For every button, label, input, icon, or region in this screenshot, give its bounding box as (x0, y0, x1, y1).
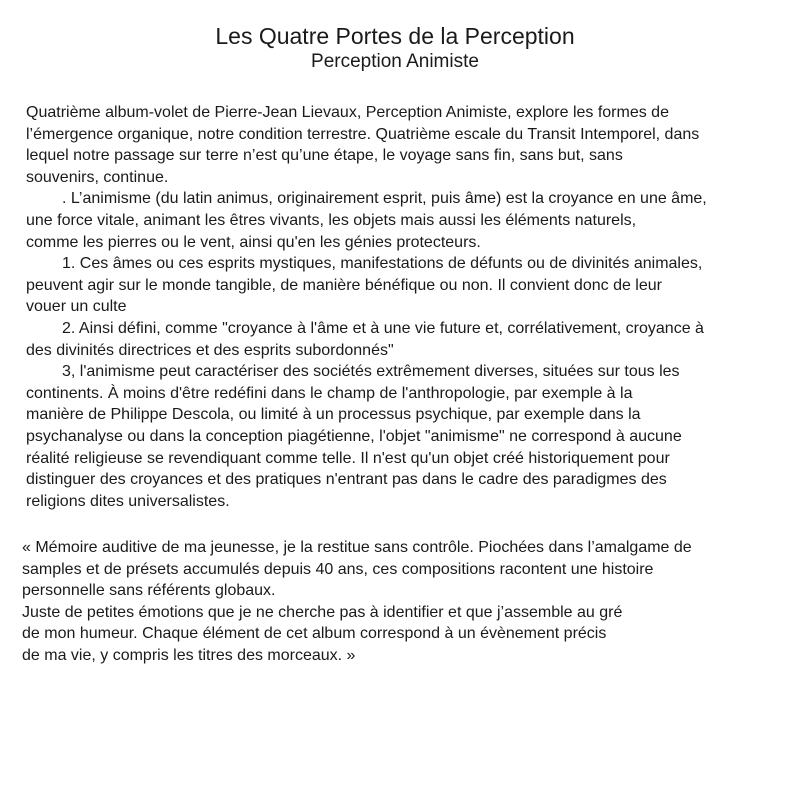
text-line: 1. Ces âmes ou ces esprits mystiques, manifestations de défunts ou de divinités animales, (62, 255, 703, 273)
text-line: religions dites universalistes. (26, 492, 230, 510)
text-line: l’émergence organique, notre condition terrestre. Quatrième escale du Transit Intemporel, dans (26, 125, 700, 143)
text-line: une force vitale, animant les êtres vivants, les objets mais aussi les éléments naturels, (26, 211, 637, 229)
text-line: réalité religieuse se revendiquant comme telle. Il n'est qu'un objet créé historiquement pour (26, 449, 670, 467)
description-text (26, 102, 771, 512)
quote-line: Juste de petites émotions que je ne cherche pas à identifier et que j’assemble au gré (22, 603, 623, 621)
text-line: vouer un culte (26, 298, 127, 316)
text-line: des divinités directrices et des esprits subordonnés" (26, 341, 394, 359)
text-line: psychanalyse ou dans la conception piagétienne, l'objet "animisme" ne correspond à aucune (26, 427, 682, 445)
quote-line: de ma vie, y compris les titres des morceaux. » (22, 646, 356, 664)
text-line: lequel notre passage sur terre n’est qu’une étape, le voyage sans fin, sans but, sans (26, 147, 623, 165)
text-line: manière de Philippe Descola, ou limité à un processus psychique, par exemple dans la (26, 406, 641, 424)
header (0, 22, 790, 74)
text-line: peuvent agir sur le monde tangible, de manière bénéfique ou non. Il convient donc de leur (26, 276, 662, 294)
text-line: souvenirs, continue. (26, 168, 169, 186)
text-line: comme les pierres ou le vent, ainsi qu'en les génies protecteurs. (26, 233, 481, 251)
quote-line: de mon humeur. Chaque élément de cet album correspond à un évènement précis (22, 625, 607, 643)
quote-line: personnelle sans référents globaux. (22, 582, 276, 600)
text-line: . L’animisme (du latin animus, originairement esprit, puis âme) est la croyance en une âme, (62, 190, 707, 208)
artist-quote (22, 537, 772, 667)
text-line: 2. Ainsi défini, comme "croyance à l'âme et à une vie future et, corrélativement, croyance à (62, 319, 704, 337)
page-subtitle: Perception Animiste (311, 51, 479, 72)
text-line: continents. À moins d'être redéfini dans le champ de l'anthropologie, par exemple à la (26, 384, 633, 402)
text-line: Quatrième album-volet de Pierre-Jean Lievaux, Perception Animiste, explore les formes de (26, 104, 669, 121)
page-title: Les Quatre Portes de la Perception (215, 23, 575, 49)
quote-line: « Mémoire auditive de ma jeunesse, je la restitue sans contrôle. Piochées dans l’amalgame de (22, 539, 692, 556)
text-line: 3, l'animisme peut caractériser des sociétés extrêmement diverses, situées sur tous les (62, 363, 680, 381)
quote-line: samples et de présets accumulés depuis 40 ans, ces compositions racontent une histoire (22, 560, 654, 578)
text-line: distinguer des croyances et des pratiques n'entrant pas dans le cadre des paradigmes des (26, 471, 667, 489)
